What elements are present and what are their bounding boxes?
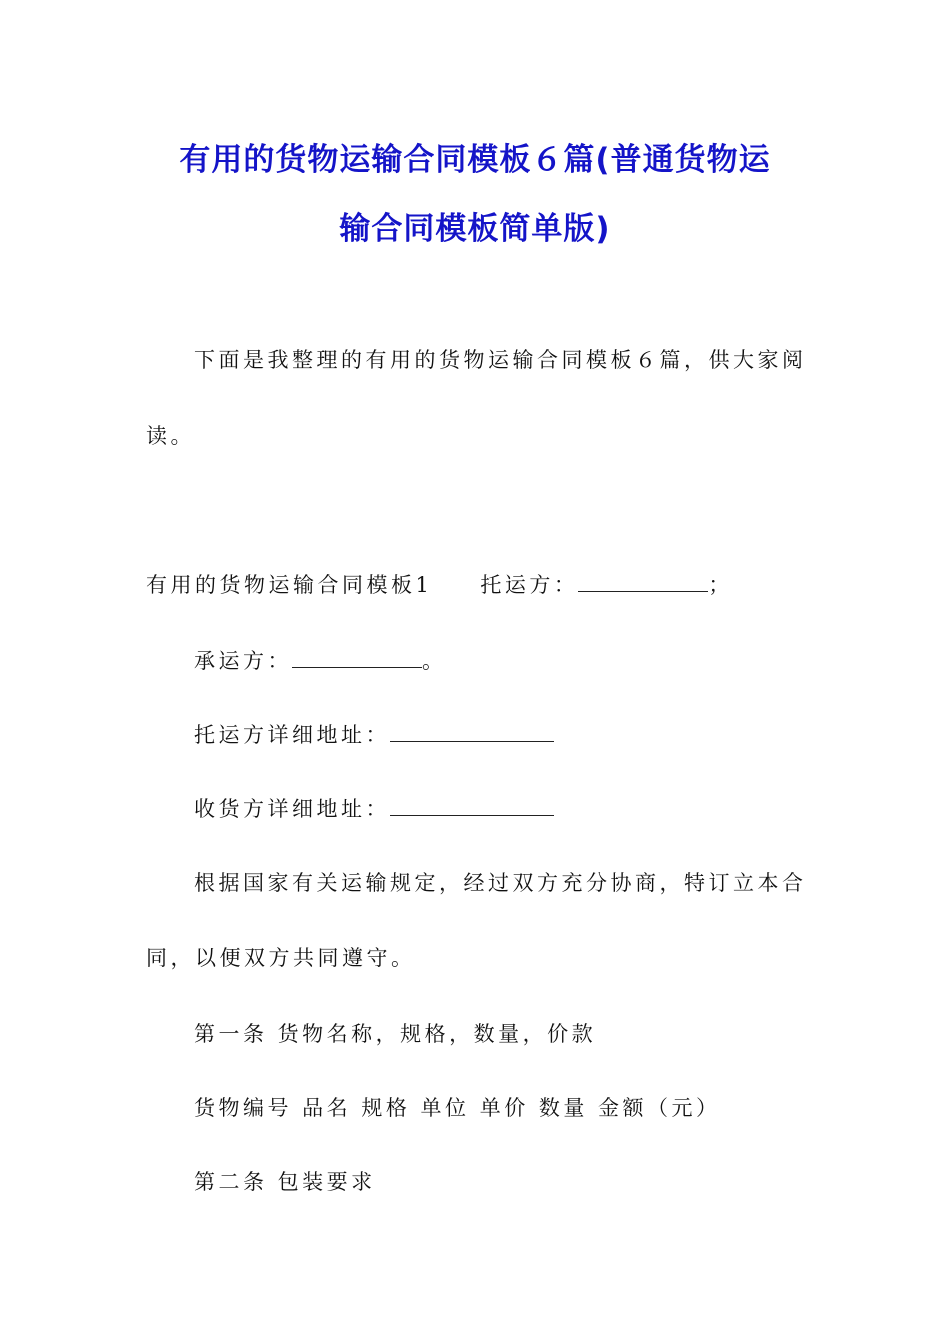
carrier-blank-field	[292, 645, 422, 668]
intro-paragraph-line-2: 读。	[146, 424, 195, 448]
shipper-address-row	[194, 719, 554, 749]
shipper-end-punct: ；	[708, 573, 733, 597]
document-title-line-1: 有用的货物运输合同模板６篇(普通货物运	[179, 142, 771, 178]
shipper-address-label: 托运方详细地址：	[194, 723, 390, 747]
carrier-label: 承运方：	[194, 649, 292, 673]
basis-paragraph-line-2: 同，以便双方共同遵守。	[146, 946, 416, 970]
basis-paragraph-line-1: 根据国家有关运输规定，经过双方充分协商，特订立本合	[194, 871, 807, 895]
document-title-line-2: 输合同模板简单版)	[339, 211, 611, 247]
shipper-address-blank-field	[390, 719, 554, 742]
intro-paragraph-line-1: 下面是我整理的有用的货物运输合同模板６篇，供大家阅	[194, 348, 807, 372]
contract-heading: 有用的货物运输合同模板1	[146, 573, 433, 597]
carrier-row	[194, 645, 447, 675]
contract-heading-row	[146, 569, 733, 599]
shipper-blank-field	[578, 569, 708, 592]
carrier-end-punct: 。	[422, 649, 447, 673]
article-2-heading: 第二条 包装要求	[194, 1170, 376, 1194]
consignee-address-blank-field	[390, 793, 554, 816]
consignee-address-label: 收货方详细地址：	[194, 797, 390, 821]
article-1-heading: 第一条 货物名称，规格，数量，价款	[194, 1022, 597, 1046]
goods-table-header: 货物编号 品名 规格 单位 单价 数量 金额（元）	[194, 1096, 721, 1120]
shipper-label: 托运方：	[480, 573, 579, 597]
consignee-address-row	[194, 793, 554, 823]
